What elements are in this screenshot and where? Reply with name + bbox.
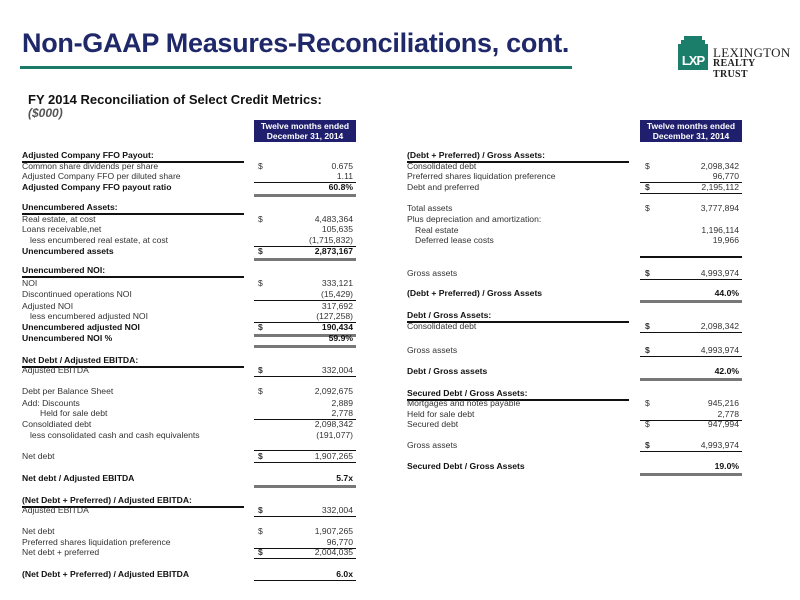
table-row bbox=[407, 440, 741, 451]
row-value: 2,195,112 bbox=[701, 182, 739, 192]
section-heading bbox=[407, 150, 741, 161]
dollar-sign: $ bbox=[645, 182, 650, 192]
column-header-line1: Twelve months ended bbox=[646, 121, 736, 131]
table-row bbox=[407, 419, 741, 430]
row-label: Held for sale debt bbox=[407, 409, 475, 419]
table-row bbox=[22, 419, 355, 430]
total-double-rule bbox=[254, 345, 356, 348]
row-label: less consolidated cash and cash equivalents bbox=[30, 430, 200, 440]
row-value: 2,098,342 bbox=[700, 321, 739, 331]
row-value: (191,077) bbox=[316, 430, 353, 440]
table-row bbox=[407, 345, 741, 356]
row-value: 60.8% bbox=[328, 182, 353, 192]
row-value: 1.11 bbox=[336, 171, 353, 181]
row-value: 96,770 bbox=[712, 171, 739, 181]
row-label: (Net Debt + Preferred) / Adjusted EBITDA bbox=[22, 569, 190, 579]
row-label: Deferred lease costs bbox=[415, 235, 494, 245]
row-label: less encumbered real estate, at cost bbox=[30, 235, 169, 245]
row-label: Adjusted EBITDA bbox=[22, 505, 89, 515]
logo-line1: LEXINGTON bbox=[713, 45, 791, 60]
row-value: 945,216 bbox=[707, 398, 739, 408]
table-row bbox=[22, 408, 355, 419]
svg-text:LXP: LXP bbox=[681, 53, 705, 68]
row-value: 44.0% bbox=[714, 288, 739, 298]
total-double-rule bbox=[640, 300, 742, 303]
column-header-line2: December 31, 2014 bbox=[652, 131, 730, 141]
row-label: Debt and preferred bbox=[407, 182, 480, 192]
row-value: 317,692 bbox=[321, 301, 353, 311]
table-row bbox=[22, 311, 355, 322]
table-row bbox=[22, 526, 355, 537]
subtotal-rule bbox=[254, 558, 356, 559]
row-label: Add: Discounts bbox=[22, 398, 80, 408]
table-row bbox=[22, 451, 355, 462]
total-double-rule bbox=[254, 485, 356, 488]
table-row bbox=[407, 321, 741, 332]
row-value: 332,004 bbox=[321, 365, 353, 375]
table-row bbox=[407, 171, 741, 182]
dollar-sign: $ bbox=[645, 321, 650, 331]
table-row bbox=[22, 365, 355, 376]
row-label: (Debt + Preferred) / Gross Assets bbox=[407, 288, 543, 298]
lxp-logo-icon bbox=[678, 36, 708, 70]
row-label: Real estate, at cost bbox=[22, 214, 96, 224]
row-label: Adjusted Company FFO per diluted share bbox=[22, 171, 181, 181]
table-row bbox=[22, 246, 355, 257]
subtotal-rule bbox=[254, 462, 356, 463]
total-double-rule bbox=[640, 378, 742, 381]
dollar-sign: $ bbox=[258, 322, 263, 332]
row-value: 2,778 bbox=[717, 409, 739, 419]
row-label: Common share dividends per share bbox=[22, 161, 159, 171]
dollar-sign: $ bbox=[258, 214, 263, 224]
table-row bbox=[22, 505, 355, 516]
row-label: Secured debt bbox=[407, 419, 459, 429]
table-row bbox=[407, 214, 741, 225]
table-row bbox=[22, 278, 355, 289]
row-value: 5.7x bbox=[336, 473, 353, 483]
table-row bbox=[22, 224, 355, 235]
row-label: Adjusted Company FFO payout ratio bbox=[22, 182, 172, 192]
row-label: Net Debt / Adjusted EBITDA: bbox=[22, 355, 139, 365]
dollar-sign: $ bbox=[258, 547, 263, 557]
dollar-sign: $ bbox=[258, 278, 263, 288]
dollar-sign: $ bbox=[258, 505, 263, 515]
column-header-line2: December 31, 2014 bbox=[266, 131, 344, 141]
dollar-sign: $ bbox=[645, 345, 650, 355]
right-column-header bbox=[640, 120, 742, 142]
table-row bbox=[407, 182, 741, 193]
table-row bbox=[407, 203, 741, 214]
row-label: Real estate bbox=[415, 225, 459, 235]
row-value: (1,715,832) bbox=[309, 235, 353, 245]
table-row bbox=[22, 473, 355, 484]
table-row bbox=[407, 398, 741, 409]
dollar-sign: $ bbox=[645, 419, 650, 429]
section-heading bbox=[22, 202, 355, 213]
rule bbox=[640, 256, 742, 258]
row-label: Debt / Gross Assets: bbox=[407, 310, 492, 320]
subtotal-rule bbox=[640, 193, 742, 194]
company-logo bbox=[678, 36, 791, 80]
section-heading bbox=[22, 150, 355, 161]
row-label: Gross assets bbox=[407, 440, 458, 450]
table-row bbox=[407, 268, 741, 279]
subtotal-rule bbox=[640, 356, 742, 357]
row-value: 2,092,675 bbox=[314, 386, 353, 396]
subtotal-rule bbox=[254, 516, 356, 517]
row-value: 190,434 bbox=[321, 322, 353, 332]
row-value: 3,777,894 bbox=[700, 203, 739, 213]
row-label: Discontinued operations NOI bbox=[22, 289, 132, 299]
row-label: Secured Debt / Gross Assets bbox=[407, 461, 525, 471]
row-value: 4,993,974 bbox=[700, 440, 739, 450]
row-label: Unencumbered NOI % bbox=[22, 333, 113, 343]
row-label: (Debt + Preferred) / Gross Assets: bbox=[407, 150, 545, 160]
section-subtitle: FY 2014 Reconciliation of Select Credit Metrics: bbox=[28, 92, 322, 107]
table-row bbox=[22, 322, 355, 333]
row-label: Adjusted EBITDA bbox=[22, 365, 89, 375]
row-label: (Net Debt + Preferred) / Adjusted EBITDA: bbox=[22, 495, 192, 505]
dollar-sign: $ bbox=[258, 451, 263, 461]
column-header-line1: Twelve months ended bbox=[260, 121, 350, 131]
dollar-sign: $ bbox=[258, 526, 263, 536]
row-value: 333,121 bbox=[321, 278, 353, 288]
row-value: 332,004 bbox=[321, 505, 353, 515]
dollar-sign: $ bbox=[258, 365, 263, 375]
table-row bbox=[22, 171, 355, 182]
row-label: Unencumbered Assets: bbox=[22, 202, 118, 212]
dollar-sign: $ bbox=[645, 440, 650, 450]
subtotal-rule bbox=[254, 376, 356, 377]
row-label: Total assets bbox=[407, 203, 453, 213]
row-value: (15,429) bbox=[320, 289, 353, 299]
row-label: Net debt bbox=[22, 451, 55, 461]
total-double-rule bbox=[640, 473, 742, 476]
row-label: less encumbered adjusted NOI bbox=[30, 311, 148, 321]
row-label: Net debt bbox=[22, 526, 55, 536]
subtotal-rule bbox=[640, 451, 742, 452]
row-value: 4,993,974 bbox=[700, 268, 739, 278]
row-label: Mortgages and notes payable bbox=[407, 398, 521, 408]
subtotal-rule bbox=[254, 580, 356, 581]
row-value: 2,098,342 bbox=[314, 419, 353, 429]
subtotal-rule bbox=[640, 332, 742, 333]
row-label: Net debt + preferred bbox=[22, 547, 100, 557]
row-label: Unencumbered adjusted NOI bbox=[22, 322, 140, 332]
table-row bbox=[407, 461, 741, 472]
dollar-sign: $ bbox=[645, 203, 650, 213]
row-label: Secured Debt / Gross Assets: bbox=[407, 388, 528, 398]
row-value: 4,993,974 bbox=[700, 345, 739, 355]
units-label: ($000) bbox=[28, 106, 63, 120]
row-label: Net debt / Adjusted EBITDA bbox=[22, 473, 135, 483]
row-label: Preferred shares liquidation preference bbox=[407, 171, 556, 181]
row-label: Unencumbered assets bbox=[22, 246, 114, 256]
row-value: 2,778 bbox=[331, 408, 353, 418]
row-value: 105,635 bbox=[321, 224, 353, 234]
row-value: 59.9% bbox=[328, 333, 353, 343]
row-label: Adjusted Company FFO Payout: bbox=[22, 150, 154, 160]
row-value: 1,196,114 bbox=[701, 225, 739, 235]
row-value: (127,258) bbox=[316, 311, 353, 321]
subtotal-rule bbox=[640, 279, 742, 280]
dollar-sign: $ bbox=[645, 398, 650, 408]
row-label: Gross assets bbox=[407, 268, 458, 278]
row-label: Consolidated debt bbox=[407, 321, 477, 331]
row-value: 42.0% bbox=[714, 366, 739, 376]
table-row bbox=[22, 235, 355, 246]
row-label: Consolidated debt bbox=[407, 161, 477, 171]
left-column-header bbox=[254, 120, 356, 142]
dollar-sign: $ bbox=[258, 161, 263, 171]
row-value: 2,889 bbox=[331, 398, 353, 408]
table-row bbox=[22, 547, 355, 558]
section-heading bbox=[407, 310, 741, 321]
row-value: 2,873,167 bbox=[314, 246, 353, 256]
section-heading bbox=[22, 265, 355, 276]
row-label: Adjusted NOI bbox=[22, 301, 74, 311]
row-label: Loans receivable,net bbox=[22, 224, 102, 234]
row-label: NOI bbox=[22, 278, 38, 288]
row-label: Debt / Gross assets bbox=[407, 366, 488, 376]
logo-line2: REALTY TRUST bbox=[713, 58, 756, 80]
row-label: Debt per Balance Sheet bbox=[22, 386, 114, 396]
dollar-sign: $ bbox=[645, 161, 650, 171]
row-label: Held for sale debt bbox=[40, 408, 108, 418]
table-row bbox=[22, 569, 355, 580]
table-row bbox=[407, 366, 741, 377]
row-label: Gross assets bbox=[407, 345, 458, 355]
subtotal-rule bbox=[254, 450, 356, 451]
row-label: Unencumbered NOI: bbox=[22, 265, 106, 275]
dollar-sign: $ bbox=[645, 268, 650, 278]
table-row bbox=[22, 289, 355, 300]
total-double-rule bbox=[254, 194, 356, 197]
row-value: 19.0% bbox=[714, 461, 739, 471]
row-label: Plus depreciation and amortization: bbox=[407, 214, 542, 224]
title-rule bbox=[20, 66, 572, 69]
table-row bbox=[22, 386, 355, 397]
row-value: 1,907,265 bbox=[314, 451, 353, 461]
table-row bbox=[407, 288, 741, 299]
row-label: Consoldiated debt bbox=[22, 419, 92, 429]
row-value: 19,966 bbox=[712, 235, 739, 245]
row-value: 2,004,035 bbox=[314, 547, 353, 557]
table-row bbox=[22, 182, 355, 193]
row-value: 0.675 bbox=[331, 161, 353, 171]
table-row bbox=[407, 235, 741, 246]
row-value: 6.0x bbox=[336, 569, 353, 579]
table-row bbox=[22, 333, 355, 344]
row-value: 947,994 bbox=[707, 419, 739, 429]
dollar-sign: $ bbox=[258, 246, 263, 256]
row-value: 1,907,265 bbox=[314, 526, 353, 536]
table-row bbox=[22, 430, 355, 441]
row-value: 4,483,364 bbox=[314, 214, 353, 224]
row-label: Preferred shares liquidation preference bbox=[22, 537, 171, 547]
row-value: 96,770 bbox=[326, 537, 353, 547]
dollar-sign: $ bbox=[258, 386, 263, 396]
row-value: 2,098,342 bbox=[700, 161, 739, 171]
page-title: Non-GAAP Measures-Reconciliations, cont. bbox=[22, 28, 570, 58]
total-double-rule bbox=[254, 258, 356, 261]
